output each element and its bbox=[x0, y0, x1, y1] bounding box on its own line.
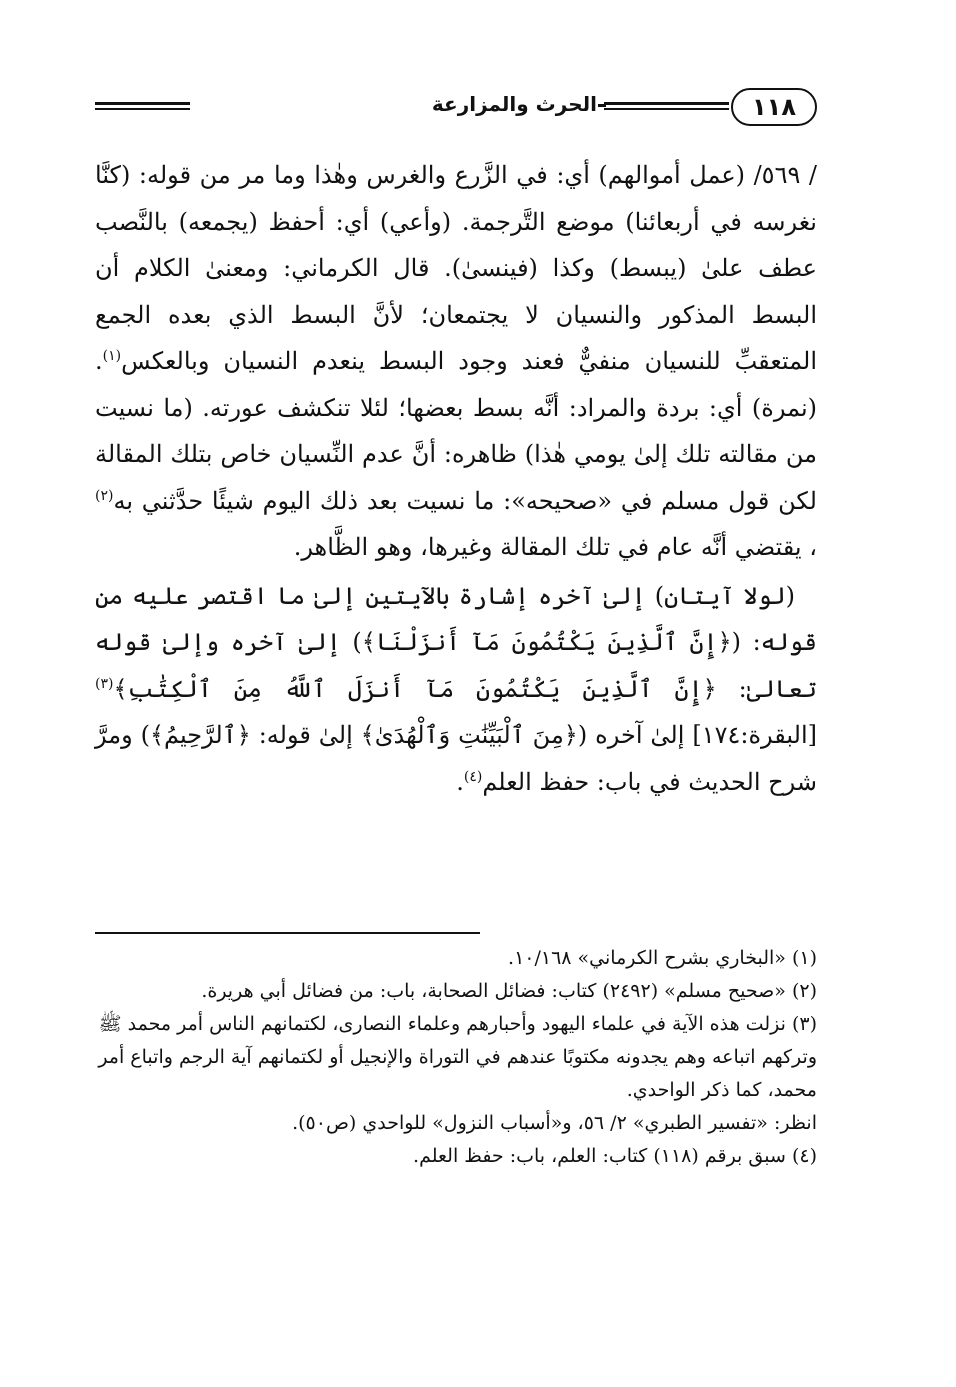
footnote-2 bbox=[95, 975, 817, 1008]
header-rule-left bbox=[95, 102, 190, 110]
footnote-3 bbox=[95, 1008, 817, 1107]
book-page bbox=[95, 80, 817, 1320]
footnote-3-source: انظر: «تفسير الطبري» ٢/ ٥٦، و«أسباب النزول» للواحدي (ص٥٠). bbox=[292, 1112, 817, 1134]
footnote-ref-1[interactable]: (١) bbox=[102, 348, 122, 364]
paragraph-2-text-c: . bbox=[456, 767, 464, 796]
footnote-number: (١) bbox=[791, 947, 817, 969]
footnote-separator bbox=[95, 932, 480, 934]
main-text bbox=[95, 152, 817, 805]
footnote-number: (٤) bbox=[791, 1145, 817, 1167]
page-header bbox=[95, 80, 817, 130]
paragraph-1-text-b: . (نمرة) أي: بردة والمراد: أنَّه بسط بعضها؛ لئلا تنكشف عورته. (ما نسيت من مقالته تلك إلىٰ يومي هٰذا) ظاهره: أنَّ عدم النِّسيان خاص بتلك المقالة لكن قول مسلم في «صحيحه»: ما نسيت بعد ذلك اليوم شيئًا حدَّثني به bbox=[95, 347, 817, 515]
paragraph-2-text-b: [البقرة:١٧٤] إلىٰ آخره (﴿مِنَ ٱلْبَيِّنَٰتِ وَٱلْهُدَىٰ﴾ إلىٰ قوله: ﴿ٱلرَّحِيمُ﴾) ومرَّ شرح الحديث في باب: حفظ العلم bbox=[95, 721, 818, 796]
footnote-number: (٢) bbox=[791, 980, 817, 1002]
header-rule-right bbox=[604, 102, 729, 110]
footnote-text: نزلت هذه الآية في علماء اليهود وأحبارهم وعلماء النصارى، لكتمانهم الناس أمر محمد ﷺ وتركهم اتباعه وهم يجدونه مكتوبًا عندهم في التوراة والإنجيل أو لكتمانهم آية الرجم واتباع أمر محمد، كما ذكر الواحدي. bbox=[98, 1013, 817, 1101]
footnote-1 bbox=[95, 942, 817, 975]
running-title: الحرث والمزارعة bbox=[431, 92, 597, 116]
page-number: ١١٨ bbox=[731, 88, 817, 126]
footnote-number: (٣) bbox=[791, 1013, 817, 1035]
footnote-ref-2[interactable]: (٢) bbox=[95, 487, 114, 504]
footnote-ref-4[interactable]: (٤) bbox=[463, 768, 483, 785]
paragraph-1 bbox=[95, 152, 817, 571]
paragraph-1-text: / ٥٦٩/ (عمل أموالهم) أي: في الزَّرع والغرس وهٰذا وما مر من قوله: (كنَّا نغرسه في أربعائنا) موضع التَّرجمة. (وأعي) أي: أحفظ (يجمعه) بالنَّصب عطف علىٰ (يبسط) وكذا (فينسىٰ). قال الكرماني: ومعنىٰ الكلام أن البسط المذكور والنسيان لا يجتمعان؛ لأنَّ البسط الذي بعده الجمع المتعقبِّ للنسيان منفيٌّ فعند وجود البسط ينعدم النسيان وبالعكس bbox=[95, 161, 817, 375]
footnote-ref-3[interactable]: (٣) bbox=[95, 675, 114, 692]
footnote-text: «البخاري بشرح الكرماني» ١٠/١٦٨. bbox=[508, 947, 786, 969]
footnote-text: «صحيح مسلم» (٢٤٩٢) كتاب: فضائل الصحابة، باب: من فضائل أبي هريرة. bbox=[201, 980, 786, 1002]
footnote-text: سبق برقم (١١٨) كتاب: العلم، باب: حفظ العلم. bbox=[413, 1145, 786, 1167]
footnotes bbox=[95, 942, 817, 1173]
footnote-4 bbox=[95, 1140, 817, 1173]
paragraph-2 bbox=[95, 573, 817, 806]
paragraph-1-text-c: ، يقتضي أنَّه عام في تلك المقالة وغيرها، وهو الظَّاهر. bbox=[293, 533, 817, 561]
paragraph-2-text: (لولا آيتان) إلىٰ آخره إشارة بالآيتين إلىٰ ما اقتصر عليه من قوله: (﴿إِنَّ ٱلَّذِينَ يَكْتُمُونَ مَآ أَنزَلْنَا﴾) إلىٰ آخره وإلىٰ قوله تعالىٰ: ﴿إِنَّ ٱلَّذِينَ يَكْتُمُونَ مَآ أَنزَلَ ٱللَّهُ مِنَ ٱلْكِتَٰبِ﴾ bbox=[95, 581, 817, 703]
